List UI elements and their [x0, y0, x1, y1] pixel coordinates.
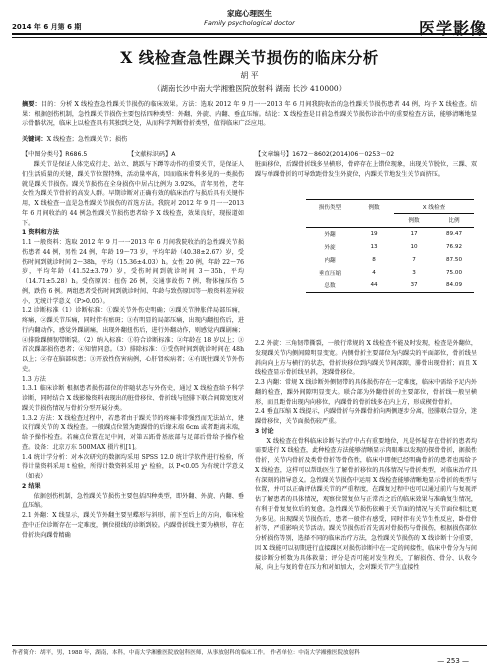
- table-cell-type: 总数: [324, 283, 336, 290]
- table-cell-count: 13: [370, 243, 378, 250]
- doc-code: 【文献标识码】A: [128, 151, 176, 158]
- issue-label: 2014 年 6 月第 6 期: [12, 23, 82, 31]
- table-header-type: 损伤类型: [318, 204, 342, 211]
- table-subheader-row: [306, 214, 474, 227]
- table-cell-xcount: 7: [412, 256, 416, 263]
- table-header-xray: X 线检查: [422, 204, 446, 211]
- table-cell-count: 44: [370, 282, 378, 289]
- running-header: [12, 6, 487, 42]
- clc-number: 【中图分类号】R686.5: [22, 151, 88, 158]
- paragraph: 1.3.1 临床诊断 根据患者损伤部位的伴随状态与外伤史，通过 X 线检查给予科学诊断，同时结合 X 线影像资料表现出的脏骨移位、骨折线与胫腓下联合间隙宽度对踝关节损伤情况与骨折分型开展分类。: [22, 385, 244, 412]
- table-cell-count: 19: [370, 231, 378, 238]
- table-header-row: [306, 200, 474, 213]
- paragraph: 依据创伤机制，急性踝关节损伤主要包括四种类型，即外翻、外旋、内翻、垂直压缩。: [22, 492, 244, 510]
- right-column: [255, 339, 477, 573]
- affiliation: （湖南长沙中南大学湘雅医院放射科 湖南 长沙 410000）: [152, 84, 347, 93]
- table-row: [306, 228, 474, 241]
- table-bottom-rule: [306, 292, 474, 293]
- table-row: [306, 241, 474, 254]
- table-cell-ratio: 87.50: [445, 256, 462, 263]
- paragraph: 踝关节是保证人体完成行走、站立、跳跃与下蹲等动作的重要关节，是保证人们生活质量的关键，踝关节位置特殊，活动量率高，因而临床骨科多见的一类损伤就是踝关节损伤。踝关节损伤在全身损伤中居占比例为 3.92%，青年男性，老年女性为踝关节骨折的高发人群。早期诊断对正确有效的临床治疗与损后具有关键作用，X 线检查一直是急性踝关节损伤的首选方法。我院对 2012 年 9 月一一2013 年 6 月间收治的 44 例急性踝关节损伤患者给予 X 线检查，效果良好，现报道如下。: [22, 161, 244, 227]
- table-cell-count: 8: [372, 256, 376, 263]
- right-column-top: [255, 160, 477, 180]
- keywords: [22, 134, 477, 143]
- table-cell-ratio: 89.47: [445, 231, 462, 238]
- author: 胡 平: [240, 71, 259, 80]
- header-rule-thick: [12, 33, 487, 35]
- paragraph: 2.3 内翻：常规 X 线诊断外侧韧带的具体损伤存在一定难度，临床中需给予足内外翻的检查，踝外间隙明显变大。联合部为外翻骨折的主要部位，骨折线一般呈横形，而且距骨出现内向移位，内踝骨的骨折线多在内上方，形成楔骨骨折。: [255, 379, 477, 406]
- table-cell-type: 外翻: [324, 232, 336, 239]
- table-cell-xcount: 37: [410, 282, 418, 289]
- paragraph: 2.1 外翻：X 线显示，踝关节外翻主要呈蝶形与斜形，前下至后上的方向，临床检查中正位诊断存在一定难度，侧位摄线的诊断到较。内踝骨折线主要为横形，存在骨折块向踝骨精确: [22, 512, 244, 539]
- paragraph: 1.2 诊断标准（1）诊断标准：①踝关节外伤史明确；②踝关节肿胀伴局部压痛，疼痛，②踝关节压痛，同时伴有瘀斑；③有明显的局部压痛，出现内翻扭伤后，进行内翻动作，感觉外踝剧痛，出现外翻扭伤后，进行外翻动作，则感觉内踝剧痛；④排除踝侧韧带断裂。（2）纳入标准：①符合诊断标准；②年龄在 18 岁以上；③首次踝部损伤患者；④知情同意。（3）排除标准：①受伤时间到就诊时间在 48h 以上；②存在脑部疾患；③开放性伤害病例，心肝肾疾病者；④有既往踝关节外伤史。: [22, 307, 244, 373]
- article-number: 【文章编号】1672－8602(2014)06－0253－02: [255, 151, 395, 158]
- abstract-text: 目的：分析 X 线检查急性踝关节损伤的临床效果。方法：选取 2012 年 9 月一一2013 年 6 月间我院收治的急性踝关节损伤患者 44 例，均予 X 线检查。结果：根据创伤机制，急性踝关节损伤主要包括四种类型：外翻、外旋、内翻、垂直压缩。结论：X 线检查是目前急性踝关节损伤诊治中的重要检查方法，能够清晰地显示骨骼状况，临床上以检查具有其独到之处，从而科学判断骨折类型，值得临床广泛应用。: [22, 101, 477, 128]
- table-row: [306, 266, 474, 279]
- table-cell-ratio: 84.09: [445, 282, 462, 289]
- paragraph: 1.1 一般资料：选取 2012 年 9 月一一2013 年 6 月间我院收治的急性踝关节损伤患者 44 例，男性 24 例，年龄 19～73 岁，平均年龄（40.38±2.67）岁，受伤时间到就诊时间 2～38h，平均（15.36±4.03）h。女性 20 例，年龄 22～76 岁，平均年龄（41.52±3.79）岁，受伤时间到就诊时间 3～35h，平均（14.71±5.28）h。受伤原因：扭伤 26 例，交通事故伤 7 例，物体撞压伤 5 例，跌伤 6 例。两组患者受伤时间到就诊时间、年龄与致伤原因等一般资料差异较小，无统计学意义（P>0.05）。: [22, 239, 244, 305]
- author-footnote: 作者简介：胡平，男，1988 年，湖南，本科，中南大学湘雅医院放射科医师，从事放射科的临床工作。 作者单位：中南大学湘雅医院放射科: [12, 645, 487, 656]
- paragraph: 1.3.2 方法：X 线检查过程中，若患者由于踝关节的疼痛非常强烈而无法站立，建议行踝关节的 X 线检查。一般踝点位置为距踝骨的后缘末端 6cm 或者距离末端，给予操作检查。若痛点位置在足中间，对第五跖骨基底部与足部后骨给予操作检查。设备：北京万东 500MAX 摄片机[1]。: [22, 414, 244, 451]
- table-body: [306, 228, 474, 292]
- paragraph: 1.4 统计学分析：对本次研究的数据均采用 SPSS 12.0 统计学软件进行检验，所得计量资料采用 t 检验，所得计数资料采用 χ² 检验，以 P<0.05 为有统计学意义（如表）: [22, 453, 244, 480]
- table-cell-type: 垂直压缩: [318, 270, 342, 277]
- abstract: [22, 100, 477, 129]
- article-title: X 线检查急性踝关节损伤的临床分析: [120, 48, 379, 67]
- left-column: [22, 160, 244, 540]
- table-cell-xcount: 10: [410, 243, 418, 250]
- table-row: [306, 253, 474, 266]
- journal-title-en: Family psychological doctor: [204, 19, 295, 27]
- header-rule-thin: [12, 37, 487, 38]
- section-heading: 1 资料和方法: [22, 229, 59, 237]
- table-cell-type: 内翻: [324, 257, 336, 264]
- table-cell-count: 4: [372, 269, 376, 276]
- keywords-text: X 线检查；急性踝关节；损伤: [46, 136, 128, 143]
- paragraph: 2.4 垂直压缩 X 线提示，内踝骨折与外踝骨折向两侧逐步分离，胫腓联合显分，迷踝骨移位，关节面损伤较严重。: [255, 408, 477, 425]
- keywords-label: 关键词：: [22, 136, 47, 143]
- table-cell-ratio: 76.92: [445, 243, 462, 250]
- table-header-count: 例数: [368, 204, 380, 211]
- table-subheader-count: 例数: [408, 218, 420, 225]
- table-cell-xcount: 17: [410, 231, 418, 238]
- journal-title-cn: 家庭心理医生: [227, 9, 272, 18]
- section-heading: 2 结果: [22, 482, 41, 490]
- paragraph: 脏面移位，后踝骨折线多呈横形，骨碎存在上错位现象，出现关节脱位，三踝、双踝与单踝骨折的可导致距骨发生外旋位，内踝关节地发生关节面挤压。: [255, 161, 477, 178]
- section-label: 医学影像: [418, 19, 487, 38]
- section-heading: 3 讨论: [255, 427, 274, 435]
- paragraph: 2.2 外旋：三角韧带撕裂，一般行常规的 X 线检查不能及时发现，检查是外翻位，发现踝关节内侧间隙明显变宽。内侧骨折主要部位为内踝尖的平面部位，骨折线呈斜向向上方与横行的状态，骨折块移位到内踝关节间深隙，腓骨出现骨折；而且 X 线检查显示骨折线呈斜，迷踝骨移位。: [255, 340, 477, 377]
- table-cell-type: 外旋: [324, 244, 336, 251]
- injury-type-table: [306, 199, 474, 293]
- table-cell-ratio: 75.00: [445, 269, 462, 276]
- table-cell-xcount: 3: [412, 269, 416, 276]
- paragraph: X 线检查在骨科临床诊断与治疗中占有重要地位，凡是怀疑存在骨折的患者均需要进行 X 线检查，此种检查方法能够清晰显示肉眼难以发现的探骨骨折，据损性骨折，关节内骨折及类骨骨折等骨伤性，临床中即便已经明确骨折的患者也需给予 X 线检查，这样可以帮助医生了解骨折移位的具体情况与骨折类型，对临床治疗具有深刻的指导意义。急性踝关节损伤中运用 X 线检查能够清晰地显示骨折的类型与位置，并可以正确评估踝关节的严重程度，在踝复过程中也可以通过前片与复视评估了解患者的具体情况，观察位置复位与正常否之后的临床效果与准确复生情况，有利于骨复复位后的复愈。急性踝关节损伤依赖于关节面的情况与关节面位相比更为多见。出现踝关节损伤后，患者一般伴有感受，同时伴有关节生性反应，卧骨骨折等，严重影响关节活动。踝关节损伤后首先需对骨损伤与骨损伤，根据损伤部位分析损伤等别，选择不同的临床治疗方法，急性踝关节损伤的 X 线诊断十分重要，因 X 线能可以初期进行直接踝区对损伤诊断中在一定的间接性，临床中骨分为与间接诊断分析数为具体救量；评分是否可能对发生程关，了解损伤、骨分、认收今展，向上与复的骨在压力和对如加大，会对踝关节产生直接性: [255, 437, 477, 572]
- table-subheader-ratio: 比例: [448, 218, 460, 225]
- page-number: — 253 —: [437, 657, 469, 665]
- abstract-label: 摘要：: [22, 101, 41, 108]
- table-row: [306, 279, 474, 292]
- paragraph: 1.3 方法: [22, 375, 46, 383]
